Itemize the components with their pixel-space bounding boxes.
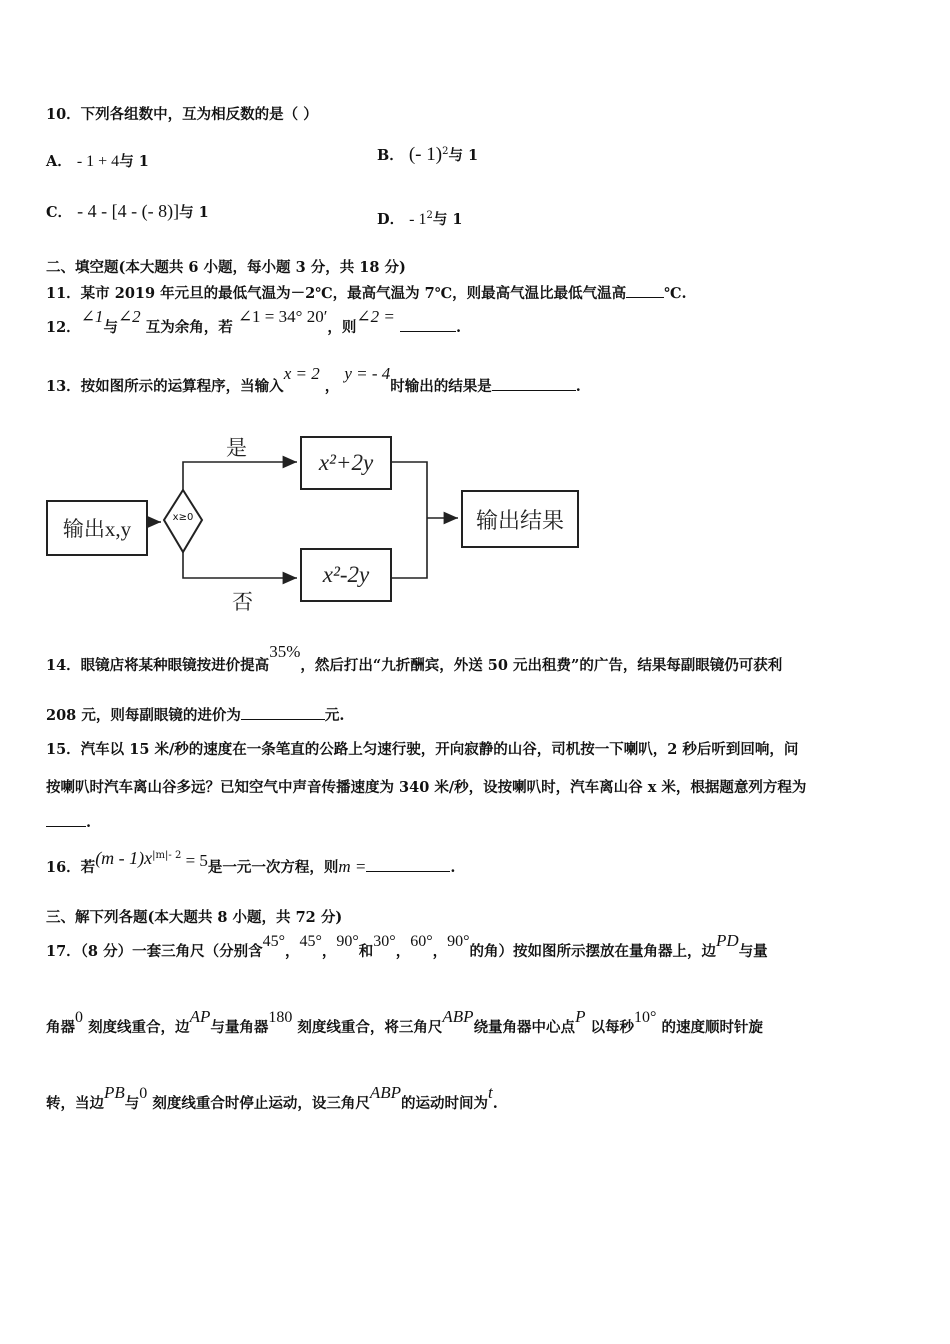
q12-ask: ∠2 = — [356, 307, 395, 326]
q14-line2: 208 元，则每副眼镜的进价为 元. — [46, 707, 345, 724]
q13-y-input: y = - 4 — [344, 364, 391, 383]
q10-option-b: B． (- 1)$^2$与 1 — [377, 144, 479, 165]
q16: 16．若$(m - 1)x^{|m|- 2} = 5$是一元一次方程，则m = . — [46, 848, 456, 876]
merge-line — [391, 462, 427, 578]
q11: 11．某市 2019 年元旦的最低气温为－2℃，最高气温为 7℃，则最高气温比最低气温高 ℃. — [46, 285, 687, 302]
q12: 12．∠1与∠2 互为余角，若 ∠1 = 34° 20′，则∠2 = . — [46, 307, 462, 336]
flow-condition: x≥0 — [172, 512, 194, 523]
q13-x-input: x = 2 — [283, 364, 320, 383]
q15-line2: 按喇叭时汽车离山谷多远？已知空气中声音传播速度为 340 米/秒，设按喇叭时，汽车离山谷 x 米，根据题意列方程为 — [46, 779, 807, 796]
flow-output-box: 输出结果 — [461, 490, 579, 548]
q10-option-c: C． - 4 - [4 - (- 8)]与 1 — [46, 201, 209, 221]
q13: 13．按如图所示的运算程序，当输入x = 2 ， y = - 4时输出的结果是 . — [46, 364, 581, 395]
q10-b-expression: (- 1) — [408, 144, 443, 165]
section-2-title: 二、填空题(本大题共 6 小题，每小题 3 分，共 18 分) — [46, 259, 406, 276]
q15-answer-blank[interactable] — [46, 814, 86, 827]
q10-a-expression: - 1 + 4 — [76, 153, 120, 170]
q15-line1: 15．汽车以 15 米/秒的速度在一条笔直的公路上匀速行驶，开向寂静的山谷，司机按一下喇叭，2 秒后听到回响，问 — [46, 741, 799, 758]
q16-answer-blank[interactable] — [366, 859, 450, 872]
q16-expression: (m - 1)x — [95, 848, 153, 868]
q10-option-a: A． - 1 + 4与 1 — [46, 153, 149, 170]
q10-option-d: D． - $1^2$与 1 — [377, 210, 463, 228]
q14-answer-blank[interactable] — [241, 707, 325, 720]
angle-2: ∠2 — [117, 307, 141, 326]
q17-line3: 转，当边PB与0 刻度线重合时停止运动，设三角尺ABP的运动时间为t. — [46, 1083, 498, 1112]
flow-yes-label: 是 — [226, 436, 247, 460]
q16-ask: m = — [338, 857, 367, 876]
flow-no-expression: x²-2y — [300, 548, 392, 602]
arrow-no-branch — [183, 552, 297, 578]
q17-line1: 17．（8 分）一套三角尺（分别含45°，45°，90°和30°，60°，90°的角）按如图所示摆放在量角器上，边PD与量 — [46, 931, 768, 960]
flow-no-label: 否 — [232, 590, 253, 614]
q14-percent: 35% — [269, 642, 301, 661]
q10-d-expression: - 1 — [409, 211, 427, 228]
flow-input-box: 输出x,y — [46, 500, 148, 556]
q12-given-angle: ∠1 = 34° 20′ — [237, 307, 328, 326]
flow-yes-expression: x²+2y — [300, 436, 392, 490]
q14-line1: 14．眼镜店将某种眼镜按进价提高35%，然后打出“九折酬宾，外送 50 元出租费”的广告，结果每副眼镜仍可获利 — [46, 642, 783, 674]
section-3-title: 三、解下列各题(本大题共 8 小题，共 72 分) — [46, 909, 343, 926]
angle-1: ∠1 — [80, 307, 104, 326]
q10-c-expression: - 4 - [4 - (- 8)] — [77, 201, 180, 221]
q10-stem: 10．下列各组数中，互为相反数的是（ ） — [46, 106, 318, 123]
q17-line2: 角器0 刻度线重合，边AP与量角器180 刻度线重合，将三角尺ABP绕量角器中心点P 以每秒10° 的速度顺时针旋 — [46, 1007, 763, 1036]
arrow-yes-branch — [183, 462, 297, 490]
q15-line3: . — [46, 814, 91, 831]
